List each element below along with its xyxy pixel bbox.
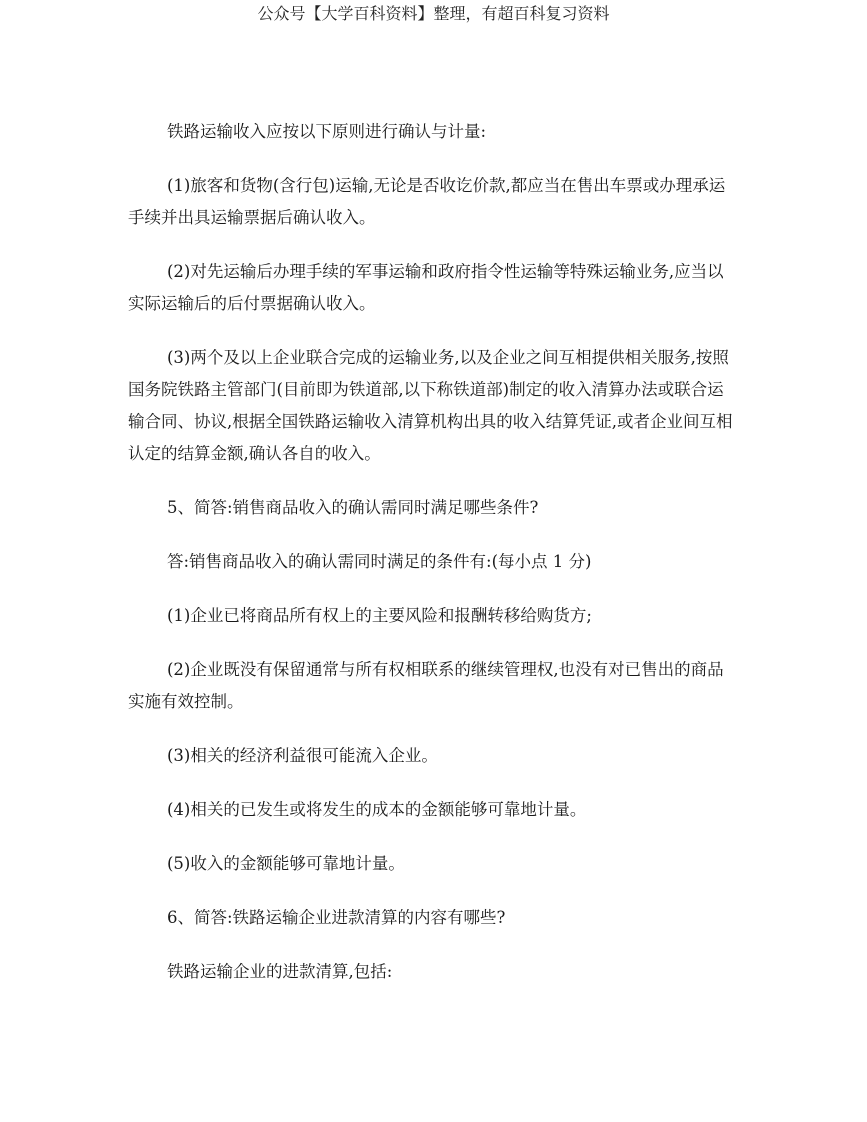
answer-5-item-2: (2)企业既没有保留通常与所有权相联系的继续管理权,也没有对已售出的商品实施有效控制。 xyxy=(128,660,724,711)
answer-6-intro: 铁路运输企业的进款清算,包括: xyxy=(167,962,393,981)
paragraph-rule-3: (3)两个及以上企业联合完成的运输业务,以及企业之间互相提供相关服务,按照国务院铁路主管部门(目前即为铁道部,以下称铁道部)制定的收入清算办法或联合运输合同、协议,根据全国铁路运输收入清算机构出具的收入结算凭证,或者企业间互相认定的结算金额,确认各自的收入。 xyxy=(128,348,733,463)
question-5: 5、简答:销售商品收入的确认需同时满足哪些条件? xyxy=(167,498,539,517)
paragraph-rule-1: (1)旅客和货物(含行包)运输,无论是否收讫价款,都应当在售出车票或办理承运手续并出具运输票据后确认收入。 xyxy=(128,176,726,227)
answer-5-item-5: (5)收入的金额能够可靠地计量。 xyxy=(167,854,405,873)
answer-5-item-4: (4)相关的已发生或将发生的成本的金额能够可靠地计量。 xyxy=(167,800,587,819)
page-header: 公众号【大学百科资料】整理，有超百科复习资料 xyxy=(257,4,610,23)
document-body xyxy=(128,116,740,1010)
answer-5-intro: 答:销售商品收入的确认需同时满足的条件有:(每小点 1 分) xyxy=(167,552,592,571)
paragraph-intro: 铁路运输收入应按以下原则进行确认与计量: xyxy=(167,122,487,141)
question-6: 6、简答:铁路运输企业进款清算的内容有哪些? xyxy=(167,908,506,927)
paragraph-rule-2: (2)对先运输后办理手续的军事运输和政府指令性运输等特殊运输业务,应当以实际运输后的后付票据确认收入。 xyxy=(128,262,724,313)
answer-5-item-1: (1)企业已将商品所有权上的主要风险和报酬转移给购货方; xyxy=(167,606,592,625)
answer-5-item-3: (3)相关的经济利益很可能流入企业。 xyxy=(167,746,438,765)
